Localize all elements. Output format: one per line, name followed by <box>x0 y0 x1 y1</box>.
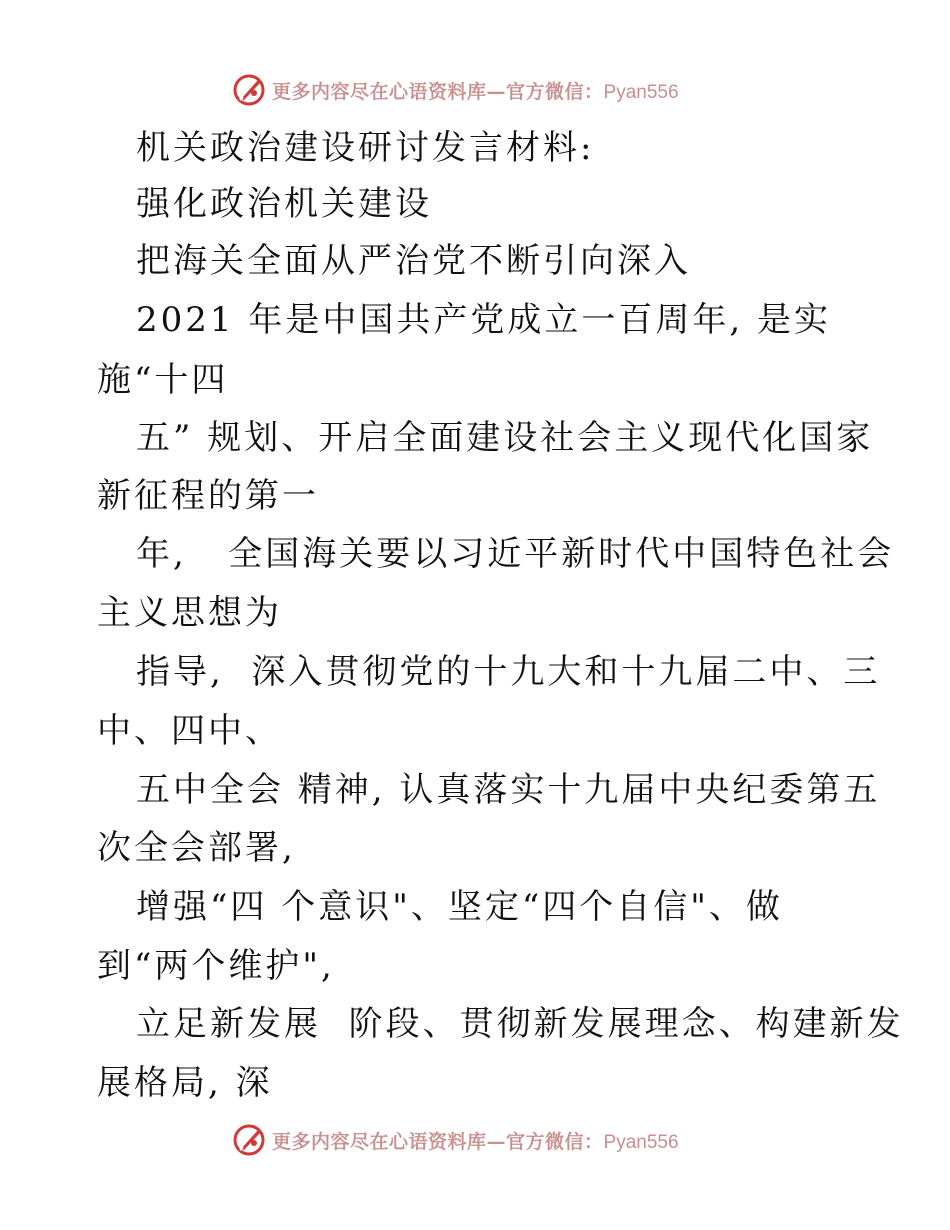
body-line: 五中全会 精神, 认真落实十九届中央纪委第五 <box>136 770 881 810</box>
body-line: 增强“四 个意识"、坚定“四个自信"、做 <box>136 887 783 927</box>
footer-banner <box>232 1120 752 1160</box>
body-line: 新征程的第一 <box>97 476 319 516</box>
banner-text: 更多内容尽在心语资料库—官方微信： <box>272 80 604 103</box>
body-line: 年, 全国海关要以习近平新时代中国特色社会 <box>136 534 895 574</box>
header-banner <box>232 70 752 110</box>
body-line: 强化政治机关建设 <box>136 184 432 224</box>
body-line: 次全会部署, <box>97 828 296 868</box>
banner-label <box>272 1127 679 1154</box>
body-line: 把海关全面从严治党不断引向深入 <box>136 241 691 281</box>
body-line: 指导, 深入贯彻党的十九大和十九届二中、三 <box>136 652 881 692</box>
banner-text: 更多内容尽在心语资料库—官方微信： <box>272 1130 604 1153</box>
quill-pen-seal-icon <box>232 1123 266 1157</box>
body-line: 到“两个维护", <box>97 946 335 986</box>
wechat-id: Pyan556 <box>603 1131 679 1153</box>
body-line: 2021 年是中国共产党成立一百周年, 是实 <box>136 300 831 340</box>
body-line: 展格局, 深 <box>97 1063 273 1103</box>
body-line: 施“十四 <box>97 360 229 400</box>
body-line: 立足新发展 阶段、贯彻新发展理念、构建新发 <box>136 1004 904 1044</box>
banner-label <box>272 77 679 104</box>
quill-pen-seal-icon <box>232 73 266 107</box>
body-line: 主义思想为 <box>97 593 282 633</box>
body-line: 五” 规划、开启全面建设社会主义现代化国家 <box>136 418 874 458</box>
wechat-id: Pyan556 <box>603 81 679 103</box>
body-line: 机关政治建设研讨发言材料: <box>136 128 595 168</box>
body-line: 中、四中、 <box>97 711 282 751</box>
